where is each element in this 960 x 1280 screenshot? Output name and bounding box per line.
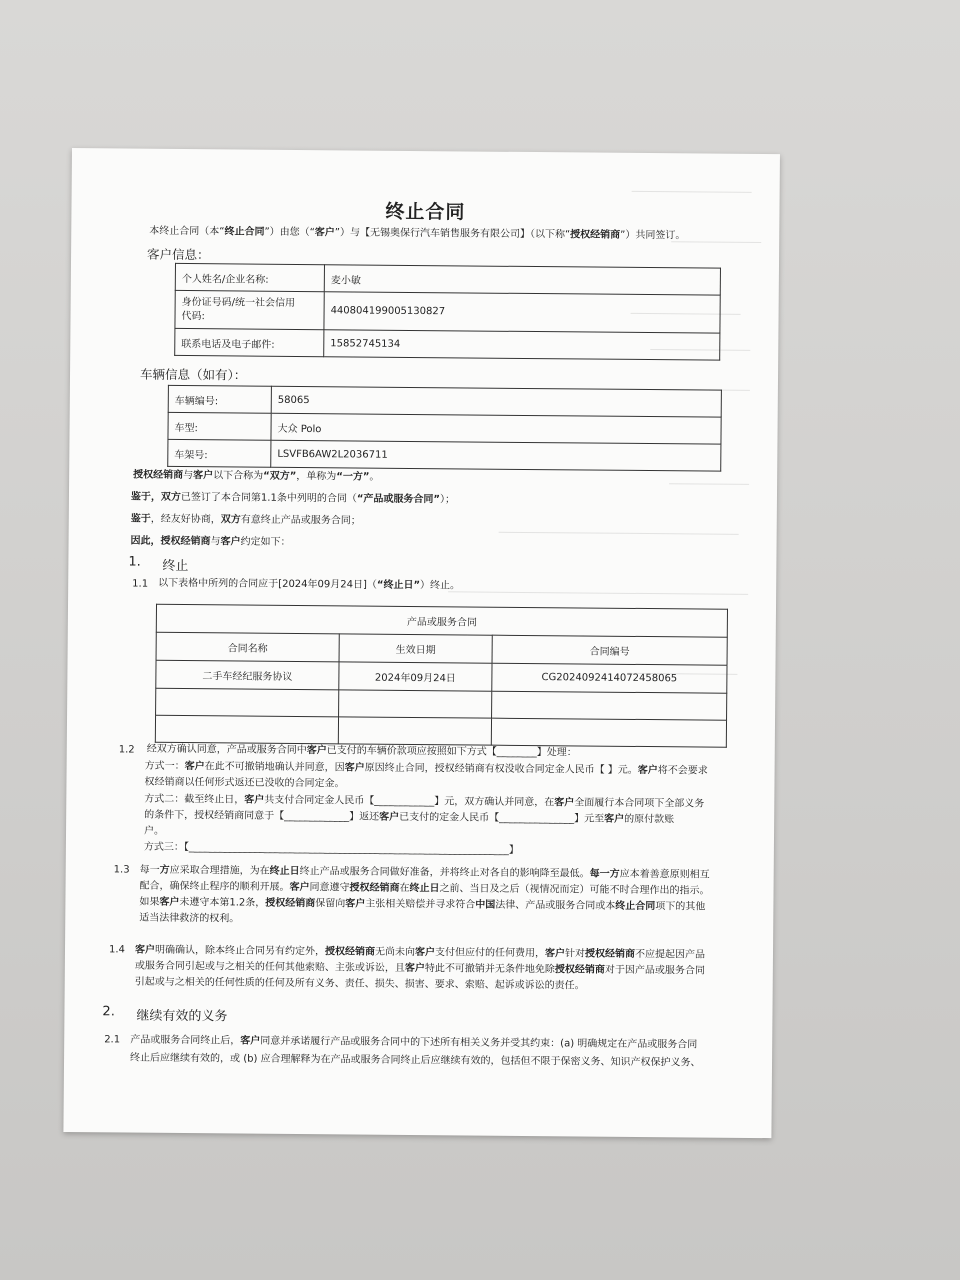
vehicle-info-heading: 车辆信息（如有）： <box>139 366 247 383</box>
vehicle-model-label: 车型: <box>168 412 271 440</box>
section-1-number: 1. <box>128 554 141 570</box>
section-2-title: 继续有效的义务 <box>136 1008 228 1025</box>
customer-id-label: 身份证号码/统一社会信用 代码: <box>175 290 324 329</box>
table-row <box>155 715 726 747</box>
table-row <box>175 290 720 333</box>
vehicle-number-value: 58065 <box>271 386 721 417</box>
customer-info-heading: 客户信息： <box>147 246 210 263</box>
intro-text: 本终止合同（本“终止合同”）由您（“客户”）与【无锡奥保行汽车销售服务有限公司】（以下称“授权经销商”）共同签订。 <box>149 225 686 242</box>
vin-value: LSVFB6AW2L2036711 <box>271 440 721 471</box>
contract-table <box>155 604 728 748</box>
clause-1-2-option-3: 方式三：【________________________________________________________________】 <box>143 841 519 856</box>
contract-table-caption: 产品或服务合同 <box>156 604 727 637</box>
clause-1-2-option-2: 方式二：截至终止日，客户共支付合同定金人民币【____________】元，双方确认并同意，在客户全面履行本合同项下全部义务 <box>144 793 705 810</box>
clause-1-2-option-1: 方式一：客户在此不可撤销地确认并同意，因客户原因终止合同，授权经销商有权没收合同定金人民币【 】元。客户将不会要求 <box>144 760 708 777</box>
clause-2-1-line-2: 终止后应继续有效的，或 (b) 应合理解释为在产品或服务合同终止后应继续有效的，包括但不限于保密义务、知识产权保护义务、 <box>130 1052 701 1069</box>
clause-1-4-line-1: 客户明确确认，除本终止合同另有约定外，授权经销商无尚未向客户支付但应付的任何费用，客户针对授权经销商不应提起因产品 <box>134 944 706 961</box>
cell-contract-name: 二手车经纪服务协议 <box>156 660 339 690</box>
table-row <box>175 328 720 360</box>
clause-1-2-number: 1.2 <box>118 744 135 756</box>
vin-label: 车架号: <box>168 439 271 467</box>
clause-2-1-number: 2.1 <box>104 1034 121 1046</box>
clause-1-3-line-3: 如果客户未遵守本第1.2条，授权经销商保留向客户主张相关赔偿并寻求符合中国法律、产品或服务合同或本终止合同项下的其他 <box>139 896 706 913</box>
table-row <box>168 439 721 471</box>
recital-therefore: 因此，授权经销商与客户约定如下： <box>130 535 291 548</box>
cell-effective-date: 2024年09月24日 <box>339 662 492 691</box>
cell-contract-number: CG2024092414072458065 <box>492 663 727 693</box>
customer-id-value: 440804199005130827 <box>324 292 720 333</box>
header-effective-date: 生效日期 <box>339 634 492 663</box>
customer-contact-label: 联系电话及电子邮件: <box>175 328 324 356</box>
recital-parties: 授权经销商与客户以下合称为“双方”，单称为“一方”。 <box>133 469 380 483</box>
vehicle-model-value: 大众 Polo <box>271 413 721 444</box>
customer-info-table <box>174 263 721 361</box>
clause-1-3-line-4: 适当法律救济的权利。 <box>139 912 240 925</box>
customer-name-label: 个人姓名/企业名称: <box>175 263 324 291</box>
clause-1-3-line-2: 配合，确保终止程序的顺利开展。客户同意遵守授权经销商在终止日之前、当日及之后（视情况而定）可能不时合理作出的指示。 <box>139 880 710 897</box>
header-contract-number: 合同编号 <box>492 635 727 665</box>
clause-1-4-line-3: 引起或与之相关的任何性质的任何及所有义务、责任、损失、损害、要求、索赔、起诉或诉讼的责任。 <box>134 976 585 992</box>
clause-1-1-text: 以下表格中所列的合同应于[2024年09月24日]（“终止日”）终止。 <box>158 577 461 592</box>
clause-2-1-line-1: 产品或服务合同终止后，客户同意并承诺履行产品或服务合同中的下述所有相关义务并受其约束：(a) 明确规定在产品或服务合同 <box>130 1034 698 1051</box>
vehicle-info-table <box>167 385 722 472</box>
clause-1-2-option-2-cont: 的条件下，授权经销商同意于【_____________】返还客户已支付的定金人民币【_______________】元至客户的原付款账 <box>144 809 675 826</box>
header-contract-name: 合同名称 <box>156 632 339 662</box>
clause-1-2-option-2-end: 户。 <box>143 825 165 837</box>
recital-whereas-1: 鉴于，双方已签订了本合同第1.1条中列明的合同（“产品或服务合同”）； <box>130 491 456 506</box>
clause-1-3-line-1: 每一方应采取合理措施，为在终止日终止产品或服务合同做好准备，并将终止对各自的影响降至最低。每一方应本着善意原则相互 <box>139 864 710 881</box>
recital-whereas-2: 鉴于，经友好协商，双方有意终止产品或服务合同； <box>130 513 361 527</box>
document-page <box>63 148 780 1138</box>
clause-1-1-number: 1.1 <box>132 578 149 590</box>
clause-1-3-number: 1.3 <box>113 864 130 876</box>
vehicle-number-label: 车辆编号: <box>168 385 271 413</box>
customer-name-value: 麦小敏 <box>324 265 720 295</box>
document-title: 终止合同 <box>385 200 466 224</box>
clause-1-2-line-1: 经双方确认同意，产品或服务合同中客户已支付的车辆价款项应按照如下方式【________】处理： <box>146 743 577 759</box>
customer-contact-value: 15852745134 <box>324 330 720 360</box>
clause-1-4-number: 1.4 <box>108 944 125 956</box>
clause-1-4-line-2: 或服务合同引起或与之相关的任何其他索赔、主张或诉讼，且客户特此不可撤销并无条件地免除授权经销商对于因产品或服务合同 <box>134 960 705 977</box>
section-2-number: 2. <box>102 1004 115 1020</box>
clause-1-2-option-1-cont: 权经销商以任何形式返还已没收的合同定金。 <box>144 776 345 790</box>
section-1-title: 终止 <box>162 558 189 575</box>
